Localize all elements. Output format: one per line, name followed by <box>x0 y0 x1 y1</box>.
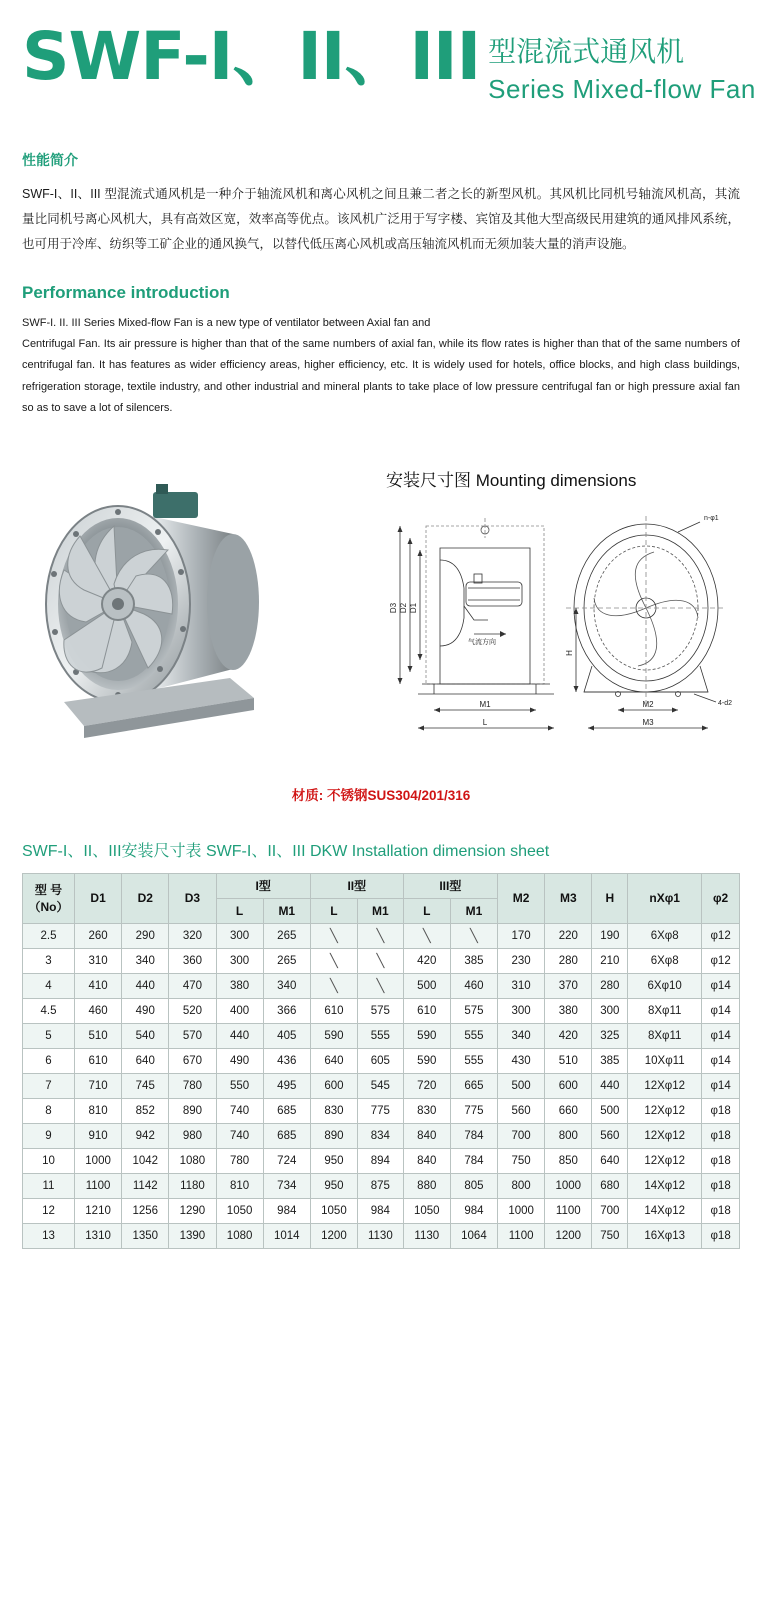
cell-m3: 800 <box>545 1123 592 1148</box>
label-m3: M3 <box>642 717 654 727</box>
label-m2: M2 <box>642 699 654 709</box>
cell-l1: 490 <box>216 1048 263 1073</box>
cell-no: 13 <box>23 1223 75 1248</box>
label-d3: D3 <box>389 602 398 613</box>
cell-d1: 510 <box>75 1023 122 1048</box>
cell-l1: 440 <box>216 1023 263 1048</box>
cell-phi2: φ12 <box>702 948 740 973</box>
cell-l2: 600 <box>310 1073 357 1098</box>
cell-nphi1: 12Xφ12 <box>628 1123 702 1148</box>
cell-d3: 1390 <box>169 1223 216 1248</box>
cell-l3: 1130 <box>403 1223 450 1248</box>
table-row <box>23 1148 740 1173</box>
th-m3: M3 <box>545 873 592 923</box>
cell-l2: 1200 <box>310 1223 357 1248</box>
label-d1: D1 <box>409 602 418 613</box>
cell-l3: 610 <box>403 998 450 1023</box>
th-h: H <box>592 873 628 923</box>
cell-m2: 1000 <box>498 1198 545 1223</box>
cell-l1: 400 <box>216 998 263 1023</box>
cell-l3: 590 <box>403 1048 450 1073</box>
cell-l1: 300 <box>216 948 263 973</box>
cell-l2: 1050 <box>310 1198 357 1223</box>
cell-d1: 460 <box>75 998 122 1023</box>
installation-dimension-table <box>22 873 740 1249</box>
cell-l1: 1050 <box>216 1198 263 1223</box>
cell-m1_3: 575 <box>450 998 497 1023</box>
cell-m1_2: 894 <box>358 1148 404 1173</box>
th-type2: II型 <box>310 873 403 898</box>
cell-m2: 1100 <box>498 1223 545 1248</box>
cell-h: 190 <box>592 923 628 948</box>
cell-nphi1: 12Xφ12 <box>628 1073 702 1098</box>
cell-phi2: φ18 <box>702 1148 740 1173</box>
cell-d2: 540 <box>122 1023 169 1048</box>
th-type1-l: L <box>216 898 263 923</box>
cell-l1: 810 <box>216 1173 263 1198</box>
label-l: L <box>482 717 488 727</box>
cell-d3: 980 <box>169 1123 216 1148</box>
cell-h: 325 <box>592 1023 628 1048</box>
cell-m1_1: 265 <box>263 923 310 948</box>
table-row <box>23 923 740 948</box>
cell-m2: 430 <box>498 1048 545 1073</box>
cell-m1_2: ╲ <box>358 973 404 998</box>
th-m2: M2 <box>498 873 545 923</box>
figures-area <box>0 448 762 778</box>
table-header-row-1 <box>23 873 740 898</box>
cell-m1_2: ╲ <box>358 923 404 948</box>
th-type1-m1: M1 <box>263 898 310 923</box>
cell-no: 4 <box>23 973 75 998</box>
cell-m1_3: 784 <box>450 1148 497 1173</box>
th-model-no <box>23 873 75 923</box>
performance-body-en-line1: SWF-I. II. III Series Mixed-flow Fan is a new type of ventilator between Axial fan and <box>22 316 431 329</box>
th-type2-m1: M1 <box>358 898 404 923</box>
cell-l1: 300 <box>216 923 263 948</box>
cell-h: 385 <box>592 1048 628 1073</box>
label-airflow: 气流方向 <box>468 638 496 646</box>
cell-l3: 840 <box>403 1148 450 1173</box>
cell-m3: 1200 <box>545 1223 592 1248</box>
cell-nphi1: 6Xφ8 <box>628 923 702 948</box>
cell-d2: 1350 <box>122 1223 169 1248</box>
cell-no: 11 <box>23 1173 75 1198</box>
cell-m1_1: 685 <box>263 1098 310 1123</box>
cell-no: 8 <box>23 1098 75 1123</box>
table-row <box>23 1098 740 1123</box>
title-chinese: 型混流式通风机 <box>488 36 685 67</box>
cell-m2: 340 <box>498 1023 545 1048</box>
th-model-no-en: （No） <box>28 900 69 915</box>
cell-d1: 410 <box>75 973 122 998</box>
cell-h: 700 <box>592 1198 628 1223</box>
performance-body-en-line2: Centrifugal Fan. Its air pressure is higher than that of the same numbers of axial fan, while its flow rates is higher than that of the same numbers of centrifugal fan. It has features as wider efficiency areas, higher efficiency, etc. It is widely used for hotels, office blocks, and high class buildings, refrigeration storage, textile industry, and other industrial and mineral plants to take place of low pressure centrifugal fan or high pressure axial fan so as to save a lot of silencers. <box>22 338 740 415</box>
cell-d3: 1080 <box>169 1148 216 1173</box>
th-type3-l: L <box>403 898 450 923</box>
cell-m1_2: 875 <box>358 1173 404 1198</box>
cell-m1_3: 775 <box>450 1098 497 1123</box>
cell-phi2: φ14 <box>702 1048 740 1073</box>
cell-d2: 1142 <box>122 1173 169 1198</box>
cell-l3: 880 <box>403 1173 450 1198</box>
performance-heading-en: Performance introduction <box>22 282 230 302</box>
cell-d2: 340 <box>122 948 169 973</box>
cell-m1_3: 555 <box>450 1023 497 1048</box>
cell-m3: 510 <box>545 1048 592 1073</box>
table-row <box>23 973 740 998</box>
cell-h: 680 <box>592 1173 628 1198</box>
cell-m3: 600 <box>545 1073 592 1098</box>
cell-m1_3: 665 <box>450 1073 497 1098</box>
cell-nphi1: 12Xφ12 <box>628 1098 702 1123</box>
cell-m1_1: 265 <box>263 948 310 973</box>
cell-m3: 1000 <box>545 1173 592 1198</box>
cell-d3: 570 <box>169 1023 216 1048</box>
cell-phi2: φ18 <box>702 1123 740 1148</box>
cell-h: 750 <box>592 1223 628 1248</box>
cell-l3: 420 <box>403 948 450 973</box>
table-row <box>23 1073 740 1098</box>
cell-nphi1: 6Xφ8 <box>628 948 702 973</box>
cell-l1: 380 <box>216 973 263 998</box>
th-d1: D1 <box>75 873 122 923</box>
cell-l1: 740 <box>216 1098 263 1123</box>
cell-m1_2: 575 <box>358 998 404 1023</box>
cell-nphi1: 8Xφ11 <box>628 1023 702 1048</box>
cell-no: 2.5 <box>23 923 75 948</box>
cell-m1_2: 555 <box>358 1023 404 1048</box>
cell-m1_1: 405 <box>263 1023 310 1048</box>
cell-no: 7 <box>23 1073 75 1098</box>
cell-d3: 360 <box>169 948 216 973</box>
cell-l3: 830 <box>403 1098 450 1123</box>
label-h: H <box>565 649 574 656</box>
cell-m1_1: 724 <box>263 1148 310 1173</box>
cell-h: 440 <box>592 1073 628 1098</box>
table-row <box>23 998 740 1023</box>
label-dphi2: 4-d2 <box>718 699 733 707</box>
th-nphi1: nXφ1 <box>628 873 702 923</box>
cell-m1_2: 984 <box>358 1198 404 1223</box>
cell-l3: 500 <box>403 973 450 998</box>
cell-d2: 1256 <box>122 1198 169 1223</box>
cell-m3: 1100 <box>545 1198 592 1223</box>
table-row <box>23 1198 740 1223</box>
table-row <box>23 1173 740 1198</box>
cell-d1: 810 <box>75 1098 122 1123</box>
cell-no: 12 <box>23 1198 75 1223</box>
label-d2: D2 <box>399 602 408 613</box>
cell-l2: ╲ <box>310 973 357 998</box>
cell-l2: 590 <box>310 1023 357 1048</box>
cell-m3: 370 <box>545 973 592 998</box>
table-row <box>23 1223 740 1248</box>
performance-heading-cn: 性能简介 <box>22 151 78 168</box>
cell-m1_1: 436 <box>263 1048 310 1073</box>
cell-l2: 950 <box>310 1148 357 1173</box>
cell-d3: 520 <box>169 998 216 1023</box>
cell-d2: 490 <box>122 998 169 1023</box>
cell-d3: 1290 <box>169 1198 216 1223</box>
th-type2-l: L <box>310 898 357 923</box>
cell-d1: 1000 <box>75 1148 122 1173</box>
cell-d1: 610 <box>75 1048 122 1073</box>
cell-m3: 220 <box>545 923 592 948</box>
cell-d2: 745 <box>122 1073 169 1098</box>
cell-d3: 1180 <box>169 1173 216 1198</box>
cell-no: 6 <box>23 1048 75 1073</box>
cell-phi2: φ18 <box>702 1098 740 1123</box>
cell-phi2: φ14 <box>702 998 740 1023</box>
cell-no: 10 <box>23 1148 75 1173</box>
cell-d1: 910 <box>75 1123 122 1148</box>
cell-m1_3: ╲ <box>450 923 497 948</box>
title-english: Series Mixed-flow Fan <box>488 74 756 105</box>
cell-l2: ╲ <box>310 923 357 948</box>
mounting-drawings <box>378 508 744 768</box>
cell-l1: 550 <box>216 1073 263 1098</box>
cell-phi2: φ12 <box>702 923 740 948</box>
cell-h: 300 <box>592 998 628 1023</box>
cell-l2: 830 <box>310 1098 357 1123</box>
mounting-dimensions-title: 安装尺寸图 Mounting dimensions <box>386 470 637 490</box>
cell-m2: 750 <box>498 1148 545 1173</box>
cell-nphi1: 12Xφ12 <box>628 1148 702 1173</box>
cell-m1_3: 984 <box>450 1198 497 1223</box>
cell-m2: 300 <box>498 998 545 1023</box>
th-model-no-cn: 型 号 <box>34 883 63 898</box>
cell-no: 3 <box>23 948 75 973</box>
dimension-table-title: SWF-I、II、III安装尺寸表 SWF-I、II、III DKW Installation dimension sheet <box>22 842 550 860</box>
th-d3: D3 <box>169 873 216 923</box>
cell-m1_2: 545 <box>358 1073 404 1098</box>
table-row <box>23 1123 740 1148</box>
cell-d2: 942 <box>122 1123 169 1148</box>
cell-l2: 640 <box>310 1048 357 1073</box>
cell-d3: 320 <box>169 923 216 948</box>
material-note: 材质: 不锈钢SUS304/201/316 <box>291 787 471 803</box>
cell-phi2: φ18 <box>702 1173 740 1198</box>
cell-phi2: φ14 <box>702 973 740 998</box>
cell-m1_1: 685 <box>263 1123 310 1148</box>
cell-m2: 560 <box>498 1098 545 1123</box>
th-d2: D2 <box>122 873 169 923</box>
cell-d1: 1210 <box>75 1198 122 1223</box>
label-m1: M1 <box>479 699 491 709</box>
cell-d2: 1042 <box>122 1148 169 1173</box>
cell-m2: 500 <box>498 1073 545 1098</box>
th-type1: I型 <box>216 873 310 898</box>
table-body <box>23 923 740 1248</box>
cell-nphi1: 14Xφ12 <box>628 1173 702 1198</box>
table-row <box>23 948 740 973</box>
cell-m2: 800 <box>498 1173 545 1198</box>
cell-m1_1: 366 <box>263 998 310 1023</box>
cell-phi2: φ14 <box>702 1073 740 1098</box>
cell-nphi1: 14Xφ12 <box>628 1198 702 1223</box>
cell-nphi1: 10Xφ11 <box>628 1048 702 1073</box>
cell-m3: 420 <box>545 1023 592 1048</box>
cell-h: 640 <box>592 1148 628 1173</box>
cell-l2: ╲ <box>310 948 357 973</box>
cell-m3: 660 <box>545 1098 592 1123</box>
cell-m1_1: 734 <box>263 1173 310 1198</box>
cell-d3: 470 <box>169 973 216 998</box>
cell-m1_2: 1130 <box>358 1223 404 1248</box>
cell-phi2: φ18 <box>702 1223 740 1248</box>
cell-phi2: φ14 <box>702 1023 740 1048</box>
cell-m1_2: 834 <box>358 1123 404 1148</box>
cell-d1: 310 <box>75 948 122 973</box>
cell-m1_3: 555 <box>450 1048 497 1073</box>
page-header <box>0 0 762 108</box>
performance-section-en <box>0 283 762 420</box>
cell-h: 210 <box>592 948 628 973</box>
product-model-title: SWF-I、II、III <box>22 18 481 95</box>
cell-m1_1: 340 <box>263 973 310 998</box>
cell-m1_1: 1014 <box>263 1223 310 1248</box>
cell-d1: 1310 <box>75 1223 122 1248</box>
cell-l1: 1080 <box>216 1223 263 1248</box>
cell-l1: 740 <box>216 1123 263 1148</box>
cell-m2: 700 <box>498 1123 545 1148</box>
cell-l3: 720 <box>403 1073 450 1098</box>
th-type3-m1: M1 <box>450 898 497 923</box>
cell-d2: 640 <box>122 1048 169 1073</box>
cell-d1: 1100 <box>75 1173 122 1198</box>
th-type3: III型 <box>403 873 497 898</box>
label-nphi1: n-φ1 <box>704 514 719 522</box>
cell-d2: 290 <box>122 923 169 948</box>
cell-d1: 710 <box>75 1073 122 1098</box>
product-photo <box>18 454 338 754</box>
cell-d2: 440 <box>122 973 169 998</box>
cell-m1_3: 385 <box>450 948 497 973</box>
title-subtexts <box>488 26 756 108</box>
cell-no: 5 <box>23 1023 75 1048</box>
cell-nphi1: 16Xφ13 <box>628 1223 702 1248</box>
cell-m1_1: 495 <box>263 1073 310 1098</box>
cell-l3: 840 <box>403 1123 450 1148</box>
cell-l2: 890 <box>310 1123 357 1148</box>
cell-m1_3: 805 <box>450 1173 497 1198</box>
cell-m1_3: 784 <box>450 1123 497 1148</box>
cell-m1_1: 984 <box>263 1198 310 1223</box>
cell-h: 560 <box>592 1123 628 1148</box>
performance-body-cn: SWF-I、II、III 型混流式通风机是一种介于轴流风机和离心风机之间且兼二者之长的新型风机。其风机比同机号轴流风机高，其流量比同机号离心风机大，具有高效区宽，效率高等优点。该风机广泛用于写字楼、宾馆及其他大型高级民用建筑的通风排风系统，也可用于冷库、纺织等工矿企业的通风换气，以替代低压离心风机或高压轴流风机而无须加装大量的消声设施。 <box>22 186 740 251</box>
cell-l3: 590 <box>403 1023 450 1048</box>
cell-m3: 850 <box>545 1148 592 1173</box>
table-row <box>23 1048 740 1073</box>
cell-no: 9 <box>23 1123 75 1148</box>
table-row <box>23 1023 740 1048</box>
cell-d3: 670 <box>169 1048 216 1073</box>
cell-m3: 380 <box>545 998 592 1023</box>
cell-nphi1: 8Xφ11 <box>628 998 702 1023</box>
cell-no: 4.5 <box>23 998 75 1023</box>
cell-m1_2: 605 <box>358 1048 404 1073</box>
cell-l2: 610 <box>310 998 357 1023</box>
cell-m1_3: 460 <box>450 973 497 998</box>
cell-d3: 780 <box>169 1073 216 1098</box>
cell-m1_3: 1064 <box>450 1223 497 1248</box>
cell-l1: 780 <box>216 1148 263 1173</box>
cell-d2: 852 <box>122 1098 169 1123</box>
cell-h: 500 <box>592 1098 628 1123</box>
th-phi2: φ2 <box>702 873 740 923</box>
cell-m3: 280 <box>545 948 592 973</box>
cell-l3: 1050 <box>403 1198 450 1223</box>
cell-d3: 890 <box>169 1098 216 1123</box>
cell-m2: 230 <box>498 948 545 973</box>
cell-m2: 310 <box>498 973 545 998</box>
cell-nphi1: 6Xφ10 <box>628 973 702 998</box>
cell-m2: 170 <box>498 923 545 948</box>
cell-h: 280 <box>592 973 628 998</box>
cell-d1: 260 <box>75 923 122 948</box>
cell-m1_2: 775 <box>358 1098 404 1123</box>
cell-l3: ╲ <box>403 923 450 948</box>
cell-phi2: φ18 <box>702 1198 740 1223</box>
performance-section-cn <box>0 150 762 257</box>
cell-l2: 950 <box>310 1173 357 1198</box>
cell-m1_2: ╲ <box>358 948 404 973</box>
